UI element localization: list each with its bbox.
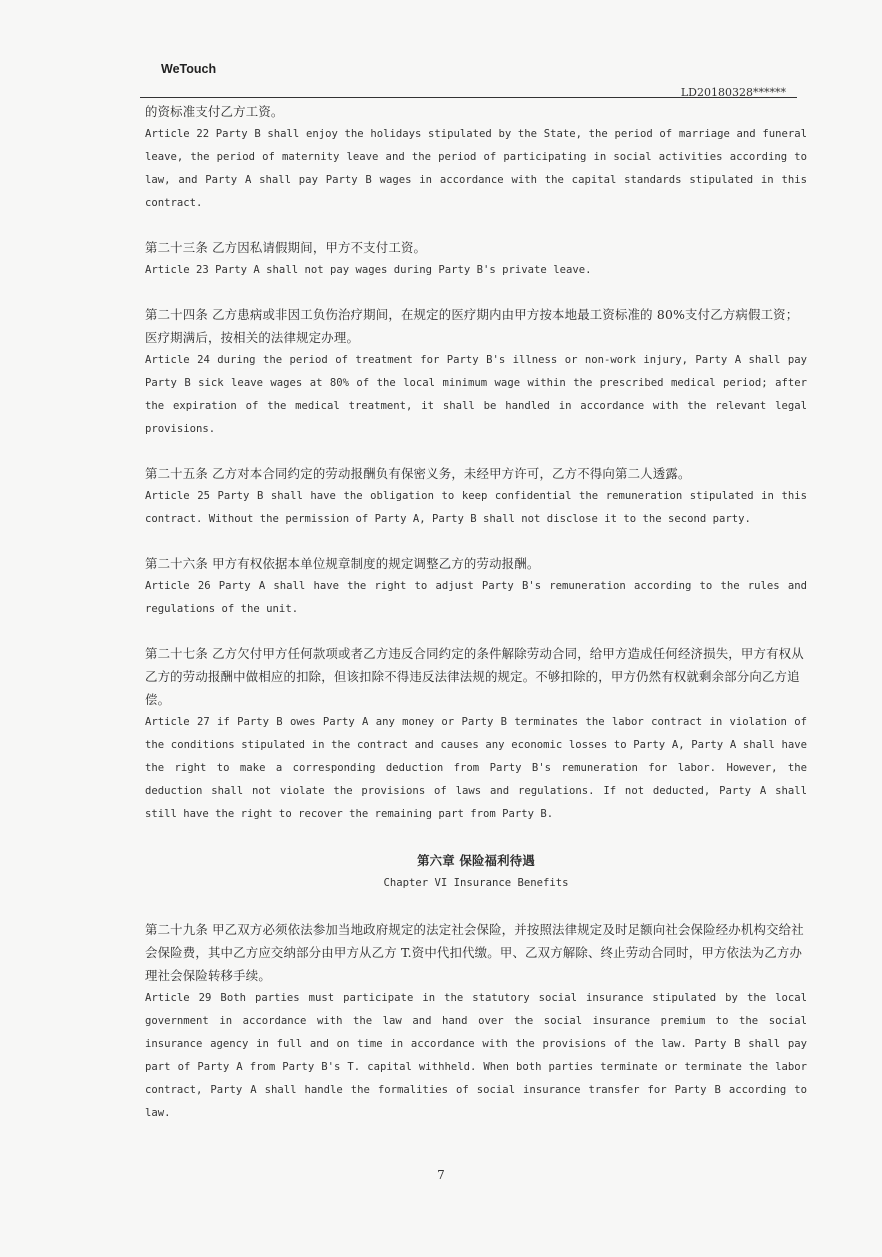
paragraph-continuation-zh: 的资标准支付乙方工资。 bbox=[145, 104, 284, 119]
article-24-en: Article 24 during the period of treatment for Party B's illness or non-work injury, Party A shall pay Party B sick leave wages at 80% of the local minimum wage within the prescribed medical period; after the expiration of the medical treatment, it shall be handled in accordance with the relevant legal provisions. bbox=[145, 354, 807, 435]
article-22-en: Article 22 Party B shall enjoy the holidays stipulated by the State, the period of marriage and funeral leave, the period of maternity leave and the period of participating in social activities according to law, and Party A shall pay Party B wages in accordance with the capital standards stipulated in this contract. bbox=[145, 128, 807, 209]
article-29-zh: 第二十九条 甲乙双方必须依法参加当地政府规定的法定社会保险，并按照法律规定及时足额向社会保险经办机构交给社会保险费，其中乙方应交纳部分由甲方从乙方 T.资中代扣代缴。甲、乙双方解除、终止劳动合同时，甲方依法为乙方办理社会保险转移手续。 bbox=[145, 922, 804, 983]
company-name: WeTouch bbox=[161, 62, 217, 76]
article-23-en: Article 23 Party A shall not pay wages during Party B's private leave. bbox=[145, 264, 592, 276]
article-26-zh: 第二十六条 甲方有权依据本单位规章制度的规定调整乙方的劳动报酬。 bbox=[145, 556, 540, 571]
article-27-en: Article 27 if Party B owes Party A any money or Party B terminates the labor contract in violation of the conditions stipulated in the contract and causes any economic losses to Party A, Party A shall have the right to make a corresponding deduction from Party B's remuneration for labor. However, the deduction shall not violate the provisions of laws and regulations. If not deducted, Party A shall still have the right to recover the remaining part from Party B. bbox=[145, 716, 807, 820]
document-body bbox=[145, 100, 807, 1125]
chapter-title-en: Chapter VI Insurance Benefits bbox=[383, 877, 569, 889]
chapter-title-zh: 第六章 保险福利待遇 bbox=[417, 853, 535, 868]
article-25-en: Article 25 Party B shall have the obligation to keep confidential the remuneration stipulated in this contract. Without the permission of Party A, Party B shall not disclose it to the second party. bbox=[145, 490, 807, 525]
chapter-heading bbox=[145, 849, 807, 895]
article-26-en: Article 26 Party A shall have the right to adjust Party B's remuneration according to the rules and regulations of the unit. bbox=[145, 580, 807, 615]
article-23-zh: 第二十三条 乙方因私请假期间，甲方不支付工资。 bbox=[145, 240, 427, 255]
header-rule bbox=[140, 97, 797, 98]
document-number: LD20180328****** bbox=[680, 86, 786, 99]
article-29-en: Article 29 Both parties must participate in the statutory social insurance stipulated by the local government in accordance with the law and hand over the social insurance premium to the social insurance agency in full and on time in accordance with the provisions of the law. Party B shall pay part of Party A from Party B's T. capital withheld. When both parties terminate or terminate the labor contract, Party A shall handle the formalities of social insurance transfer for Party B according to law. bbox=[145, 992, 807, 1119]
page-number: 7 bbox=[437, 1168, 445, 1182]
article-27-zh: 第二十七条 乙方欠付甲方任何款项或者乙方违反合同约定的条件解除劳动合同，给甲方造成任何经济损失，甲方有权从乙方的劳动报酬中做相应的扣除，但该扣除不得违反法律法规的规定。不够扣除的，甲方仍然有权就剩余部分向乙方追偿。 bbox=[145, 646, 804, 707]
article-24-zh: 第二十四条 乙方患病或非因工负伤治疗期间，在规定的医疗期内由甲方按本地最工资标准的 80%支付乙方病假工资；医疗期满后，按相关的法律规定办理。 bbox=[145, 307, 799, 345]
article-25-zh: 第二十五条 乙方对本合同约定的劳动报酬负有保密义务，未经甲方许可，乙方不得向第二人透露。 bbox=[145, 466, 691, 481]
